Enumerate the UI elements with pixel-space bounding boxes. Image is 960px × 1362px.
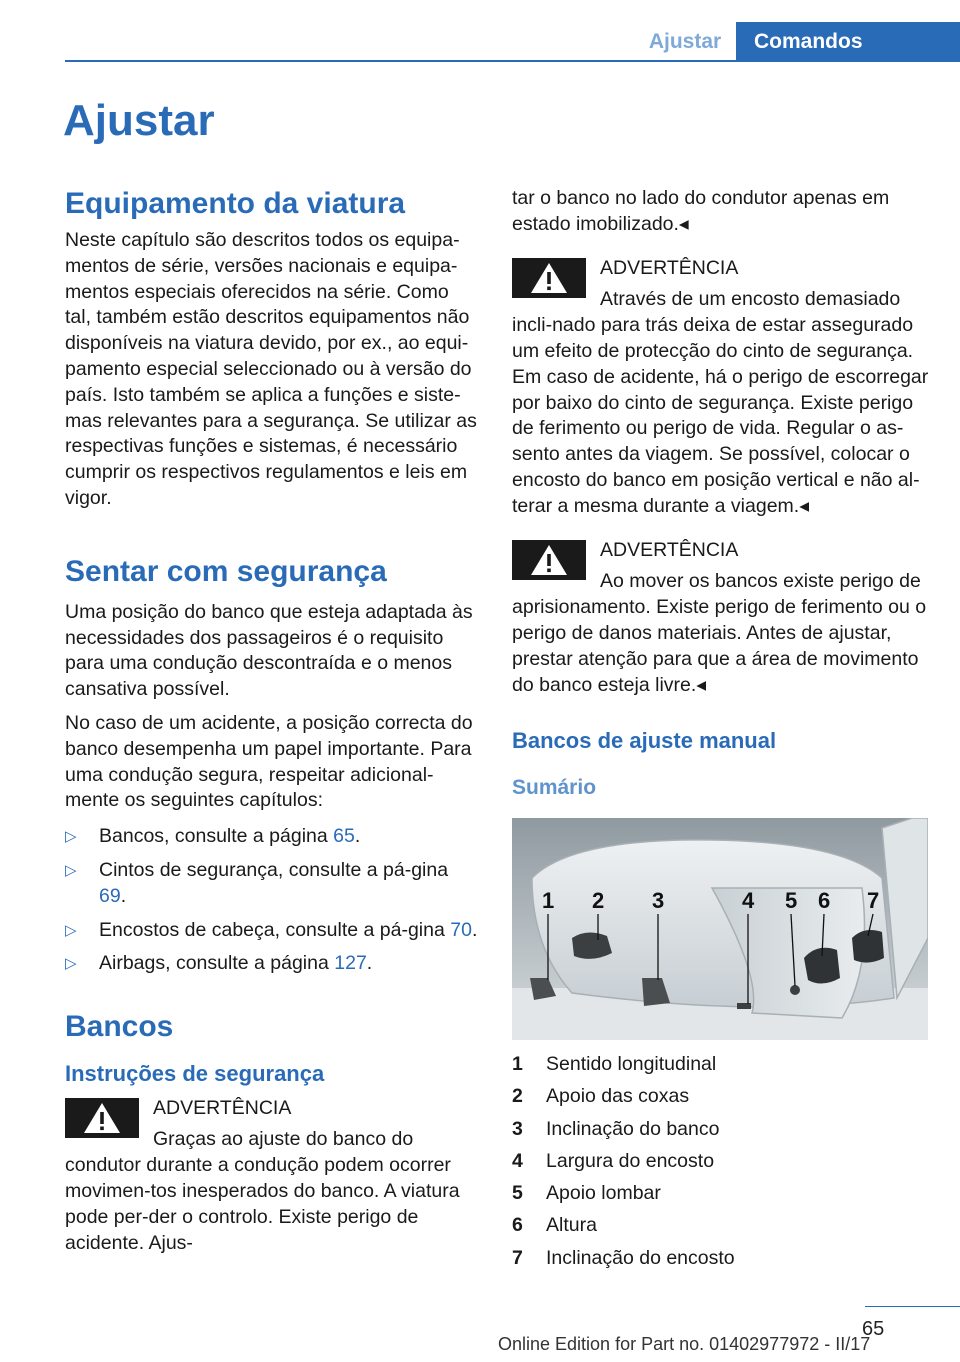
warning-text: Graças ao ajuste do banco do condutor durante a condução podem ocorrer movimen-tos inesperados do banco. A viatura pode per-der o controlo. Existe perigo de acidente. Ajus- [65,1128,460,1254]
warning-triangle-icon [65,1098,139,1138]
seat-controls-illustration [512,818,928,1040]
page-link[interactable]: 127 [334,952,367,975]
list-item: ▷ Cintos de segurança, consulte a pá-gina 69. [65,858,449,907]
warning-triangle-icon [512,258,586,298]
triangle-bullet-icon: ▷ [65,861,77,879]
warning-text: Através de um encosto demasiado incli-nado para trás deixa de estar assegurado um efeito de protecção do cinto de segurança. Em caso de acidente, há o perigo de escorregar por baixo do cinto de segurança. Existe perigo de ferimento ou perigo de vida. Regular o as-sento antes da viagem. Se possível, colocar o encosto do banco em posição vertical e não al-terar a mesma durante a viagem.◂ [512,288,929,517]
heading-seats: Bancos [65,1010,174,1044]
warning-box [512,536,930,699]
list-item: 2 Apoio das coxas [512,1085,690,1108]
list-item: ▷ Encostos de cabeça, consulte a pá-gina 70. [65,918,479,944]
chapter-list [65,824,479,977]
paragraph-equipment: Neste capítulo são descritos todos os equipa-mentos de série, versões nacionais e equipa-mentos especiais oferecidos na série. Como tal, também estão descritos equipamentos não disponíveis na viatura devido, por ex., ao equi-pamento especial seleccionado ou à versão do país. Isto também se aplica a funções e siste-mas relevantes para a segurança. Se utilizar as respectivas funções e sistemas, é necessário cumprir os respectivos regulamentos e leis em vigor. [65,229,477,509]
list-item: ▷ Airbags, consulte a página 127. [65,951,479,977]
left-column [65,180,479,1256]
warning-text: Ao mover os bancos existe perigo de aprisionamento. Existe perigo de ferimento ou o perigo de danos materiais. Antes de ajustar, prestar atenção para que a área de movimento do banco esteja livre.◂ [512,570,927,696]
triangle-bullet-icon: ▷ [65,828,77,846]
header-divider [65,60,960,62]
list-item: 7 Inclinação do encosto [512,1246,735,1269]
right-column [512,180,930,1274]
triangle-bullet-icon: ▷ [65,955,77,973]
warning-title: ADVERTÊNCIA [600,538,739,561]
heading-summary: Sumário [512,775,597,799]
page-link[interactable]: 70 [450,918,472,941]
list-item: 4 Largura do encosto [512,1149,715,1172]
figure-label: 6 [818,887,831,913]
warning-continuation: tar o banco no lado do condutor apenas em estado imobilizado.◂ [512,187,890,235]
figure-label: 2 [592,887,605,913]
list-item: 5 Apoio lombar [512,1182,661,1205]
seat-figure [512,818,930,1040]
page-header [0,22,960,62]
heading-equipment: Equipamento da viatura [65,187,406,220]
warning-box [65,1094,479,1257]
figure-label: 7 [867,887,880,913]
edition-note: Online Edition for Part no. 01402977972 - II/17 [498,1334,871,1354]
page-link[interactable]: 69 [99,884,121,907]
paragraph-safe-2: No caso de um acidente, a posição correcta do banco desempenha um papel importante. Para uma condução segura, respeitar adicional-mente os seguintes capítulos: [65,711,473,812]
heading-safe-seating: Sentar com segurança [65,554,387,588]
paragraph-safe-1: Uma posição do banco que esteja adaptada às necessidades dos passageiros é o requisito para uma condução descontraída e o menos cansativa possível. [65,600,473,701]
footer-divider [865,1306,960,1307]
figure-legend [512,1048,930,1274]
list-item: 6 Altura [512,1214,597,1237]
figure-label: 1 [542,887,555,913]
figure-label: 4 [742,887,755,913]
heading-safety-instructions: Instruções de segurança [65,1061,325,1087]
figure-label: 3 [652,887,665,913]
header-chapter-comandos: Comandos [736,22,960,62]
triangle-bullet-icon: ▷ [65,921,77,939]
figure-label: 5 [785,887,798,913]
list-item: ▷ Bancos, consulte a página 65. [65,824,479,850]
page-link[interactable]: 65 [333,825,355,848]
warning-title: ADVERTÊNCIA [600,256,739,279]
list-item: 1 Sentido longitudinal [512,1052,717,1075]
header-section-ajustar: Ajustar [648,30,722,53]
warning-title: ADVERTÊNCIA [153,1096,292,1119]
warning-box [512,254,930,520]
page-number: 65 [862,1318,885,1340]
page-title: Ajustar [63,96,215,145]
heading-manual-seats: Bancos de ajuste manual [512,728,777,754]
warning-triangle-icon [512,540,586,580]
list-item: 3 Inclinação do banco [512,1117,720,1140]
